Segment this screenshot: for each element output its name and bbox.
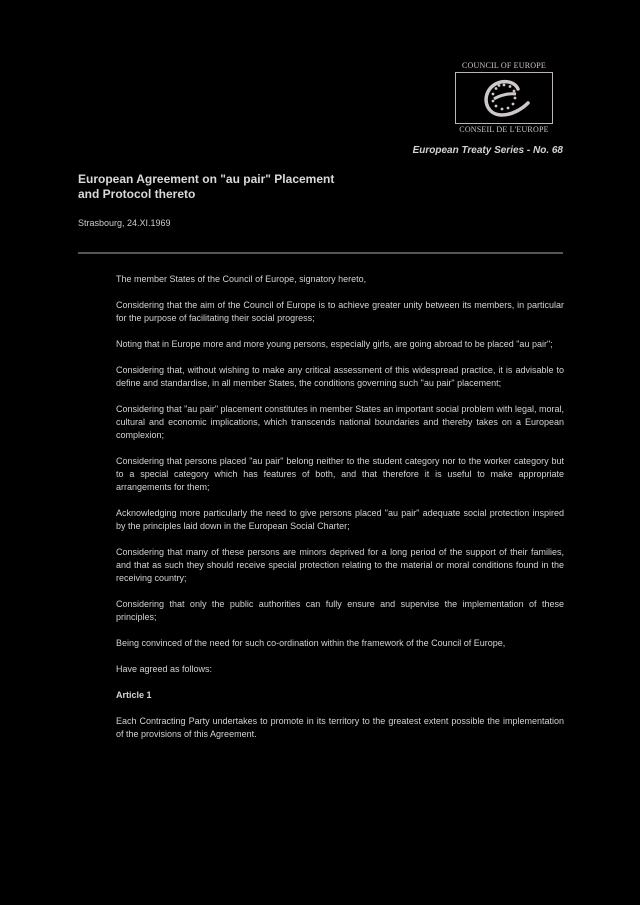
council-emblem-icon bbox=[456, 73, 552, 123]
document-title bbox=[78, 172, 398, 202]
preamble-paragraph: Have agreed as follows: bbox=[116, 664, 213, 674]
preamble-paragraph: Considering that many of these persons are minors deprived for a long period of the support of their families, and that as such they should receive special protection relating to the material or moral conditions found in the receiving country; bbox=[116, 547, 564, 583]
title-line-1: European Agreement on "au pair" Placement bbox=[78, 172, 335, 186]
treaty-series-label: European Treaty Series - No. 68 bbox=[412, 145, 563, 156]
preamble-paragraph: The member States of the Council of Europe, signatory hereto, bbox=[116, 274, 367, 284]
logo-top-text: COUNCIL OF EUROPE bbox=[462, 61, 546, 70]
preamble-paragraph: Considering that, without wishing to make any critical assessment of this widespread practice, it is advisable to define and standardise, in all member States, the conditions governing such "au pair" placement; bbox=[116, 365, 564, 388]
preamble-paragraph: Considering that persons placed "au pair" belong neither to the student category nor to the worker category but to a special category which has features of both, and that therefore it is useful to make appropriate arrangements for them; bbox=[116, 456, 564, 492]
preamble-paragraph: Acknowledging more particularly the need to give persons placed "au pair" adequate social protection inspired by the principles laid down in the European Social Charter; bbox=[116, 508, 564, 531]
preamble-paragraph: Being convinced of the need for such co-ordination within the framework of the Council of Europe, bbox=[116, 638, 506, 648]
preamble-paragraph: Considering that "au pair" placement constitutes in member States an important social problem with legal, moral, cultural and economic implications, which transcends national boundaries and thereby takes on a European complexion; bbox=[116, 404, 564, 440]
place-date: Strasbourg, 24.XI.1969 bbox=[78, 218, 171, 228]
council-of-europe-logo bbox=[452, 61, 556, 135]
logo-emblem-box bbox=[455, 72, 553, 124]
article-1-text: Each Contracting Party undertakes to promote in its territory to the greatest extent possible the implementation of the provisions of this Agreement. bbox=[116, 716, 564, 739]
preamble-paragraph: Considering that the aim of the Council of Europe is to achieve greater unity between its members, in particular for the purpose of facilitating their social progress; bbox=[116, 300, 564, 323]
preamble-paragraph: Noting that in Europe more and more young persons, especially girls, are going abroad to be placed "au pair"; bbox=[116, 339, 553, 349]
title-line-2: and Protocol thereto bbox=[78, 187, 196, 201]
article-1-heading: Article 1 bbox=[116, 690, 152, 700]
logo-bottom-text: CONSEIL DE L'EUROPE bbox=[459, 125, 549, 134]
horizontal-divider bbox=[78, 252, 563, 254]
preamble-paragraph: Considering that only the public authorities can fully ensure and supervise the implementation of these principles; bbox=[116, 599, 564, 622]
document-body bbox=[116, 273, 564, 754]
